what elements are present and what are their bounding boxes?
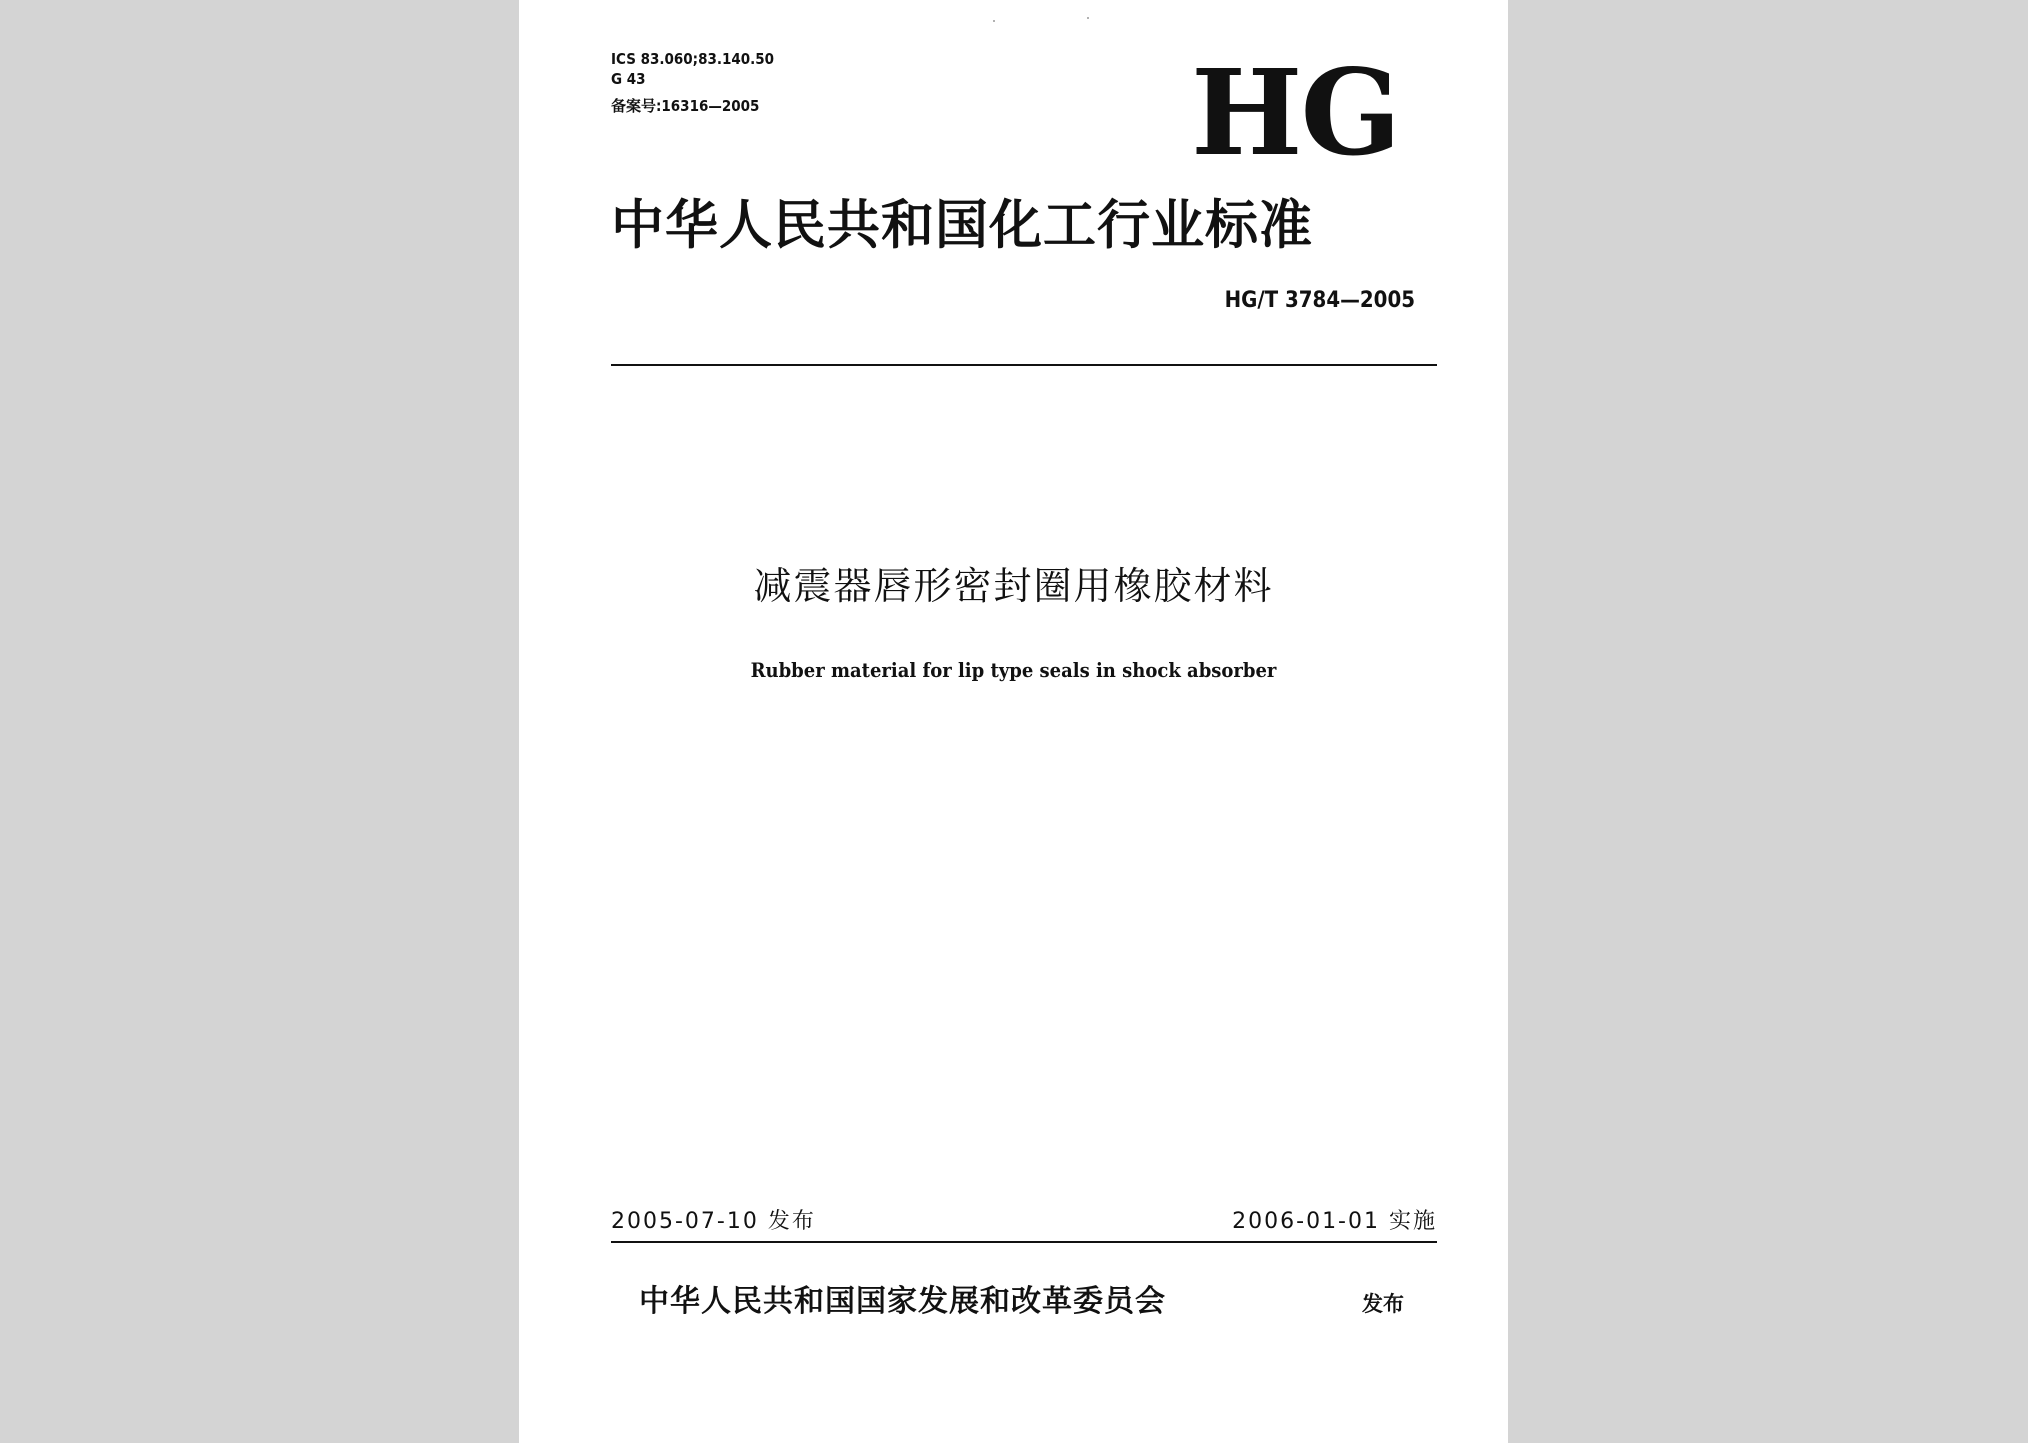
document-title-chinese: 减震器唇形密封圈用橡胶材料: [753, 564, 1274, 608]
ics-code: ICS 83.060;83.140.50: [611, 50, 775, 68]
issuing-authority: 中华人民共和国国家发展和改革委员会: [639, 1284, 1166, 1319]
footer-divider: [611, 1241, 1437, 1243]
effective-date: 2006-01-01 实施: [1232, 1209, 1437, 1234]
filing-number: 备案号:16316—2005: [611, 97, 760, 115]
document-page: [519, 0, 1508, 1443]
issuing-authority-suffix: 发布: [1362, 1292, 1404, 1316]
standard-number: HG/T 3784—2005: [1224, 288, 1415, 313]
header-divider: [611, 364, 1437, 366]
standard-header: 中华人民共和国化工行业标准: [611, 195, 1313, 256]
classification-code: G 43: [611, 70, 646, 88]
issue-date: 2005-07-10 发布: [611, 1209, 816, 1234]
document-title-english: Rubber material for lip type seals in shock absorber: [750, 658, 1277, 682]
scan-speck: [1087, 17, 1089, 19]
scan-speck: [993, 20, 995, 22]
hg-logo: HG: [1191, 43, 1400, 182]
